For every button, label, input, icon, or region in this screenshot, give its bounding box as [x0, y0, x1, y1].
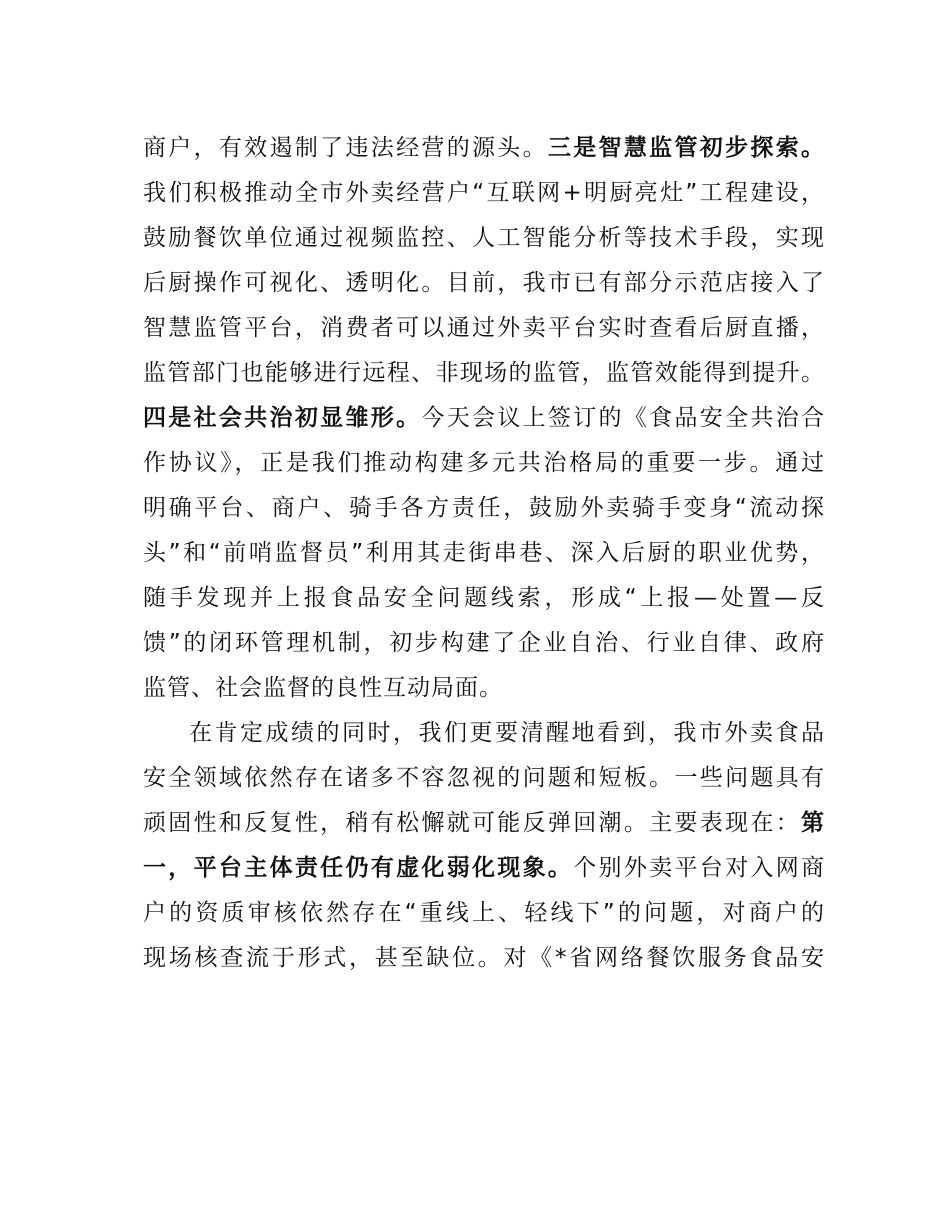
body-text: 智慧监管平台，消费者可以通过外卖平台实时查看后厨直播，	[143, 315, 825, 341]
body-text: 监管、社会监督的良性互动局面。	[143, 675, 503, 701]
paragraph	[143, 711, 825, 981]
body-text: 作协议》，正是我们推动构建多元共治格局的重要一步。通过	[143, 450, 825, 476]
text-line	[143, 171, 825, 216]
body-text: 顽固性和反复性，稍有松懈就可能反弹回潮。主要表现在：	[143, 810, 801, 836]
bold-heading-text: 第	[801, 810, 825, 836]
text-line	[143, 396, 825, 441]
text-line	[143, 756, 825, 801]
body-text: 户的资质审核依然存在“重线上、轻线下”的问题，对商户的	[143, 900, 825, 926]
bold-heading-text: 三是智慧监管初步探索。	[547, 135, 826, 161]
text-line	[143, 846, 825, 891]
body-text: 随手发现并上报食品安全问题线索，形成“上报—处置—反	[143, 585, 825, 611]
text-line	[143, 261, 825, 306]
body-text: 馈”的闭环管理机制，初步构建了企业自治、行业自律、政府	[143, 630, 825, 656]
document-page	[143, 126, 825, 981]
bold-heading-text: 四是社会共治初显雏形。	[143, 405, 422, 431]
body-text: 后厨操作可视化、透明化。目前，我市已有部分示范店接入了	[143, 270, 825, 296]
text-line	[143, 216, 825, 261]
bold-heading-text: 一，平台主体责任仍有虚化弱化现象。	[143, 855, 574, 881]
text-line	[143, 306, 825, 351]
body-text: 头”和“前哨监督员”利用其走街串巷、深入后厨的职业优势，	[143, 540, 825, 566]
text-line	[143, 441, 825, 486]
text-line	[143, 576, 825, 621]
paragraph	[143, 126, 825, 711]
text-line	[143, 666, 825, 711]
text-line	[143, 621, 825, 666]
body-text: 明确平台、商户、骑手各方责任，鼓励外卖骑手变身“流动探	[143, 495, 825, 521]
text-line	[143, 351, 825, 396]
body-text: 个别外卖平台对入网商	[573, 855, 826, 881]
text-line	[143, 936, 825, 981]
body-text: 鼓励餐饮单位通过视频监控、人工智能分析等技术手段，实现	[143, 225, 825, 251]
text-line	[143, 711, 825, 756]
body-text: 在肯定成绩的同时，我们更要清醒地看到，我市外卖食品	[189, 720, 825, 746]
text-line	[143, 801, 825, 846]
body-text: 安全领域依然存在诸多不容忽视的问题和短板。一些问题具有	[143, 765, 825, 791]
text-line	[143, 126, 825, 171]
body-text: 现场核查流于形式，甚至缺位。对《*省网络餐饮服务食品安	[143, 945, 825, 971]
text-line	[143, 486, 825, 531]
body-text: 商户，有效遏制了违法经营的源头。	[143, 135, 548, 161]
text-line	[143, 891, 825, 936]
body-text: 今天会议上签订的《食品安全共治合	[421, 405, 826, 431]
body-text: 我们积极推动全市外卖经营户“互联网+明厨亮灶”工程建设，	[143, 180, 825, 206]
body-text: 监管部门也能够进行远程、非现场的监管，监管效能得到提升。	[143, 360, 825, 386]
text-line	[143, 531, 825, 576]
